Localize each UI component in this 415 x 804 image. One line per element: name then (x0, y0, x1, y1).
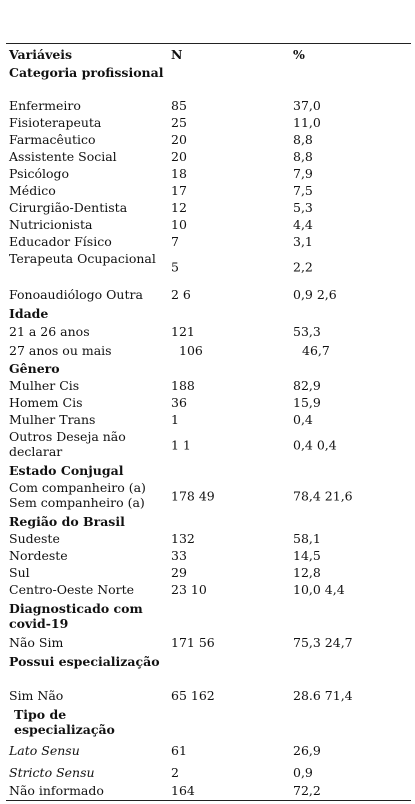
header-variables: Variáveis (9, 47, 73, 62)
data-table: Variáveis N % Categoria profissional Enfermeiro 85 37,0 Fisioterapeuta 25 11,0 Farmacêutico 20 8,8 Assistente Social 20 8,8 Psicólogo 18 7,9 Médico 17 7,5 Cirurgião-Dentista 12 5,3 Nutricionista 10 4,4 Educador Físico 7 3,1 Terapeuta Ocupacional 5 2,2 Fonoaudiólogo Outra 2 6 0,9 2,6 Idade 21 a 26 anos 121 53,3 27 anos ou mais 106 46,7 Gênero Mulher Cis 188 82,9 Homem Cis 36 15,9 Mulher Trans 1 0,4 Outros Deseja não declarar 1 1 0,4 0,4 Estado Conjugal Com companheiro (a) Sem companheiro (a) 178 49 78,4 21,6 Região do Brasil Sudeste 132 58,1 Nordeste 33 14,5 Sul 29 12,8 Centro-Oeste Norte 23 10 10,0 4,4 Diagnosticado com covid-19 Não Sim 171 56 75,3 24,7 Possui especialização Sim Não 65 162 28.6 71,4 Tipo de especialização Lato Sensu 61 26,9 Stricto Sensu 2 0,9 Não informado 164 72,2 (6, 43, 411, 801)
table-row: Terapeuta Ocupacional 5 2,2 (9, 251, 313, 275)
header-percent: % (293, 47, 305, 62)
table-row: Outros Deseja não declarar 1 1 0,4 0,4 (9, 429, 337, 459)
header-n: N (171, 47, 183, 62)
table-row: Com companheiro (a) Sem companheiro (a) 178 49 78,4 21,6 (9, 480, 353, 510)
